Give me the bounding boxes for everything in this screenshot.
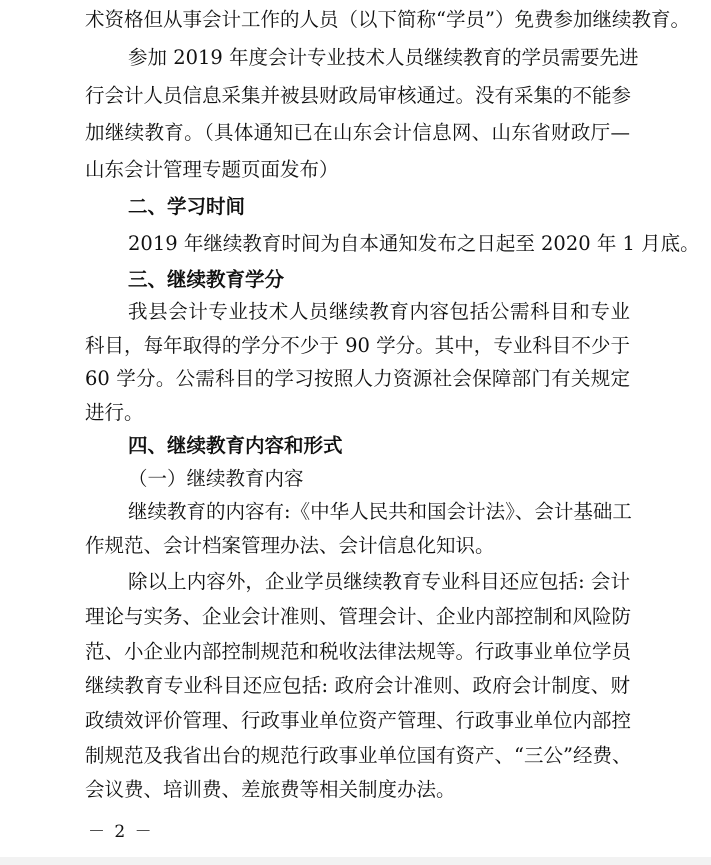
paragraph-line: 加继续教育。（具体通知已在山东会计信息网、山东省财政厅— [85,121,630,144]
paragraph-line: 60 学分。公需科目的学习按照人力资源社会保障部门有关规定 [85,367,630,390]
paragraph-line: 术资格但从事会计工作的人员（以下简称“学员”）免费参加继续教育。 [85,8,690,31]
section-heading: 四、继续教育内容和形式 [128,434,343,457]
paragraph-line: 继续教育的内容有:《中华人民共和国会计法》、会计基础工 [128,500,632,523]
paragraph-line: 政绩效评价管理、行政事业单位资产管理、行政事业单位内部控 [85,709,632,732]
section-heading: 二、学习时间 [128,195,246,218]
subsection-heading: （一）继续教育内容 [128,467,304,490]
paragraph-line: 继续教育专业科目还应包括: 政府会计准则、政府会计制度、财 [85,674,630,697]
paragraph-line: 参加 2019 年度会计专业技术人员继续教育的学员需要先进 [128,46,639,69]
paragraph-line: 我县会计专业技术人员继续教育内容包括公需科目和专业 [128,300,630,323]
paragraph-line: 行会计人员信息采集并被县财政局审核通过。没有采集的不能参 [85,84,632,107]
paragraph-line: 除以上内容外，企业学员继续教育专业科目还应包括: 会计 [128,570,630,593]
paragraph-line: 作规范、会计档案管理办法、会计信息化知识。 [85,534,495,557]
paragraph-line: 科目，每年取得的学分不少于 90 学分。其中，专业科目不少于 [85,334,630,357]
page-bottom-edge [0,857,711,865]
paragraph-line: 制规范及我省出台的规范行政事业单位国有资产、“三公”经费、 [85,744,632,767]
paragraph-line: 范、小企业内部控制规范和税收法律法规等。行政事业单位学员 [85,640,632,663]
page-number: － 2 － [88,822,154,842]
section-heading: 三、继续教育学分 [128,268,285,291]
paragraph-line: 2019 年继续教育时间为自本通知发布之日起至 2020 年 1 月底。 [128,232,700,255]
paragraph-line: 山东会计管理专题页面发布） [85,158,339,181]
paragraph-line: 会议费、培训费、差旅费等相关制度办法。 [85,778,456,801]
paragraph-line: 进行。 [85,401,144,424]
paragraph-line: 理论与实务、企业会计准则、管理会计、企业内部控制和风险防 [85,605,632,628]
